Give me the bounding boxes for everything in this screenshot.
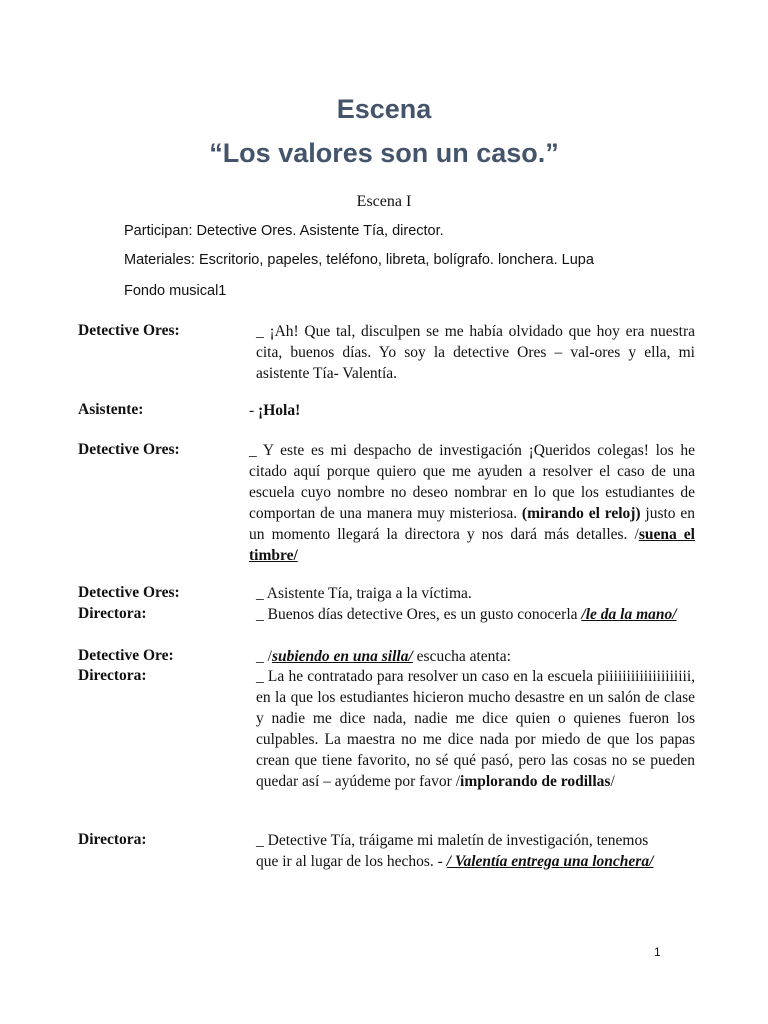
dialogue-text: _ Buenos días detective Ores, es un gusto conocerla [256, 606, 582, 623]
stage-direction: suena el timbre/ [249, 526, 695, 564]
page-title: Escena [336, 94, 432, 124]
speaker-label: Directora: [78, 831, 147, 848]
stage-direction: implorando de rodillas [460, 773, 611, 790]
participants-line: Participan: Detective Ores. Asistente Tía, director. [124, 223, 444, 239]
dialogue-text: _ Asistente Tía, traiga a la víctima. [256, 585, 472, 602]
dialogue-block [249, 666, 695, 792]
dialogue-text: _ / [256, 648, 272, 665]
dialogue-text: _ Detective Tía, tráigame mi maletín de investigación, tenemos [256, 832, 649, 849]
page-subtitle: “Los valores son un caso.” [209, 138, 559, 168]
speaker-label: Detective Ore: [78, 647, 174, 664]
dialogue-block [249, 604, 695, 625]
dialogue-text: que ir al lugar de los hechos. - [256, 853, 447, 870]
dialogue-text: _ Y este es mi despacho de investigación ¡Queridos colegas! los he citado aquí porque quiero que me ayuden a resolver el caso de una escuela cuyo nombre no deseo nombrar en lo que los estudiantes de comportan de una manera muy misteriosa. [249, 442, 695, 522]
speaker-label: Directora: [78, 667, 147, 684]
dialogue-block [249, 440, 695, 566]
page-number: 1 [654, 945, 661, 959]
dialogue-text: / [610, 773, 615, 790]
dialogue-text: ¡Hola! [258, 402, 301, 419]
dialogue-block [249, 400, 695, 421]
dialogue-text: justo en un momento llegará la directora y nos dará más detalles. / [249, 505, 695, 543]
materials-line: Materiales: Escritorio, papeles, teléfono, libreta, bolígrafo. lonchera. Lupa [124, 252, 594, 268]
music-line: Fondo musical1 [124, 283, 227, 299]
dialogue-block [249, 321, 695, 384]
stage-direction: /le da la mano/ [581, 606, 677, 623]
stage-direction: subiendo en una silla/ [271, 648, 413, 665]
scene-label: Escena I [356, 193, 412, 210]
dialogue-block [249, 830, 695, 872]
dialogue-text: - [249, 402, 259, 419]
speaker-label: Detective Ores: [78, 322, 180, 339]
dialogue-block [249, 646, 695, 667]
speaker-label: Detective Ores: [78, 584, 180, 601]
speaker-label: Directora: [78, 605, 147, 622]
speaker-label: Asistente: [78, 401, 144, 418]
stage-direction: / Valentía entrega una lonchera/ [446, 853, 654, 870]
dialogue-block [249, 583, 695, 604]
stage-direction: (mirando el reloj) [521, 505, 641, 522]
speaker-label: Detective Ores: [78, 441, 180, 458]
dialogue-text: escucha atenta: [412, 648, 511, 665]
dialogue-text: _ La he contratado para resolver un caso en la escuela piiiiiiiiiiiiiiiiiiii, en la que los estudiantes hicieron mucho desastre en un salón de clase y nadie me dice nada, nadie me dice quien o quienes fueron los culpables. La maestra no me dice nada por miedo de que los papas crean que tiene favorito, no sé qué pasó, pero las cosas no se pueden quedar así – ayúdeme por favor / [256, 668, 695, 790]
dialogue-text: _ ¡Ah! Que tal, disculpen se me había olvidado que hoy era nuestra cita, buenos días. Yo soy la detective Ores – val-ores y ella, mi asistente Tía- Valentía. [256, 323, 695, 382]
